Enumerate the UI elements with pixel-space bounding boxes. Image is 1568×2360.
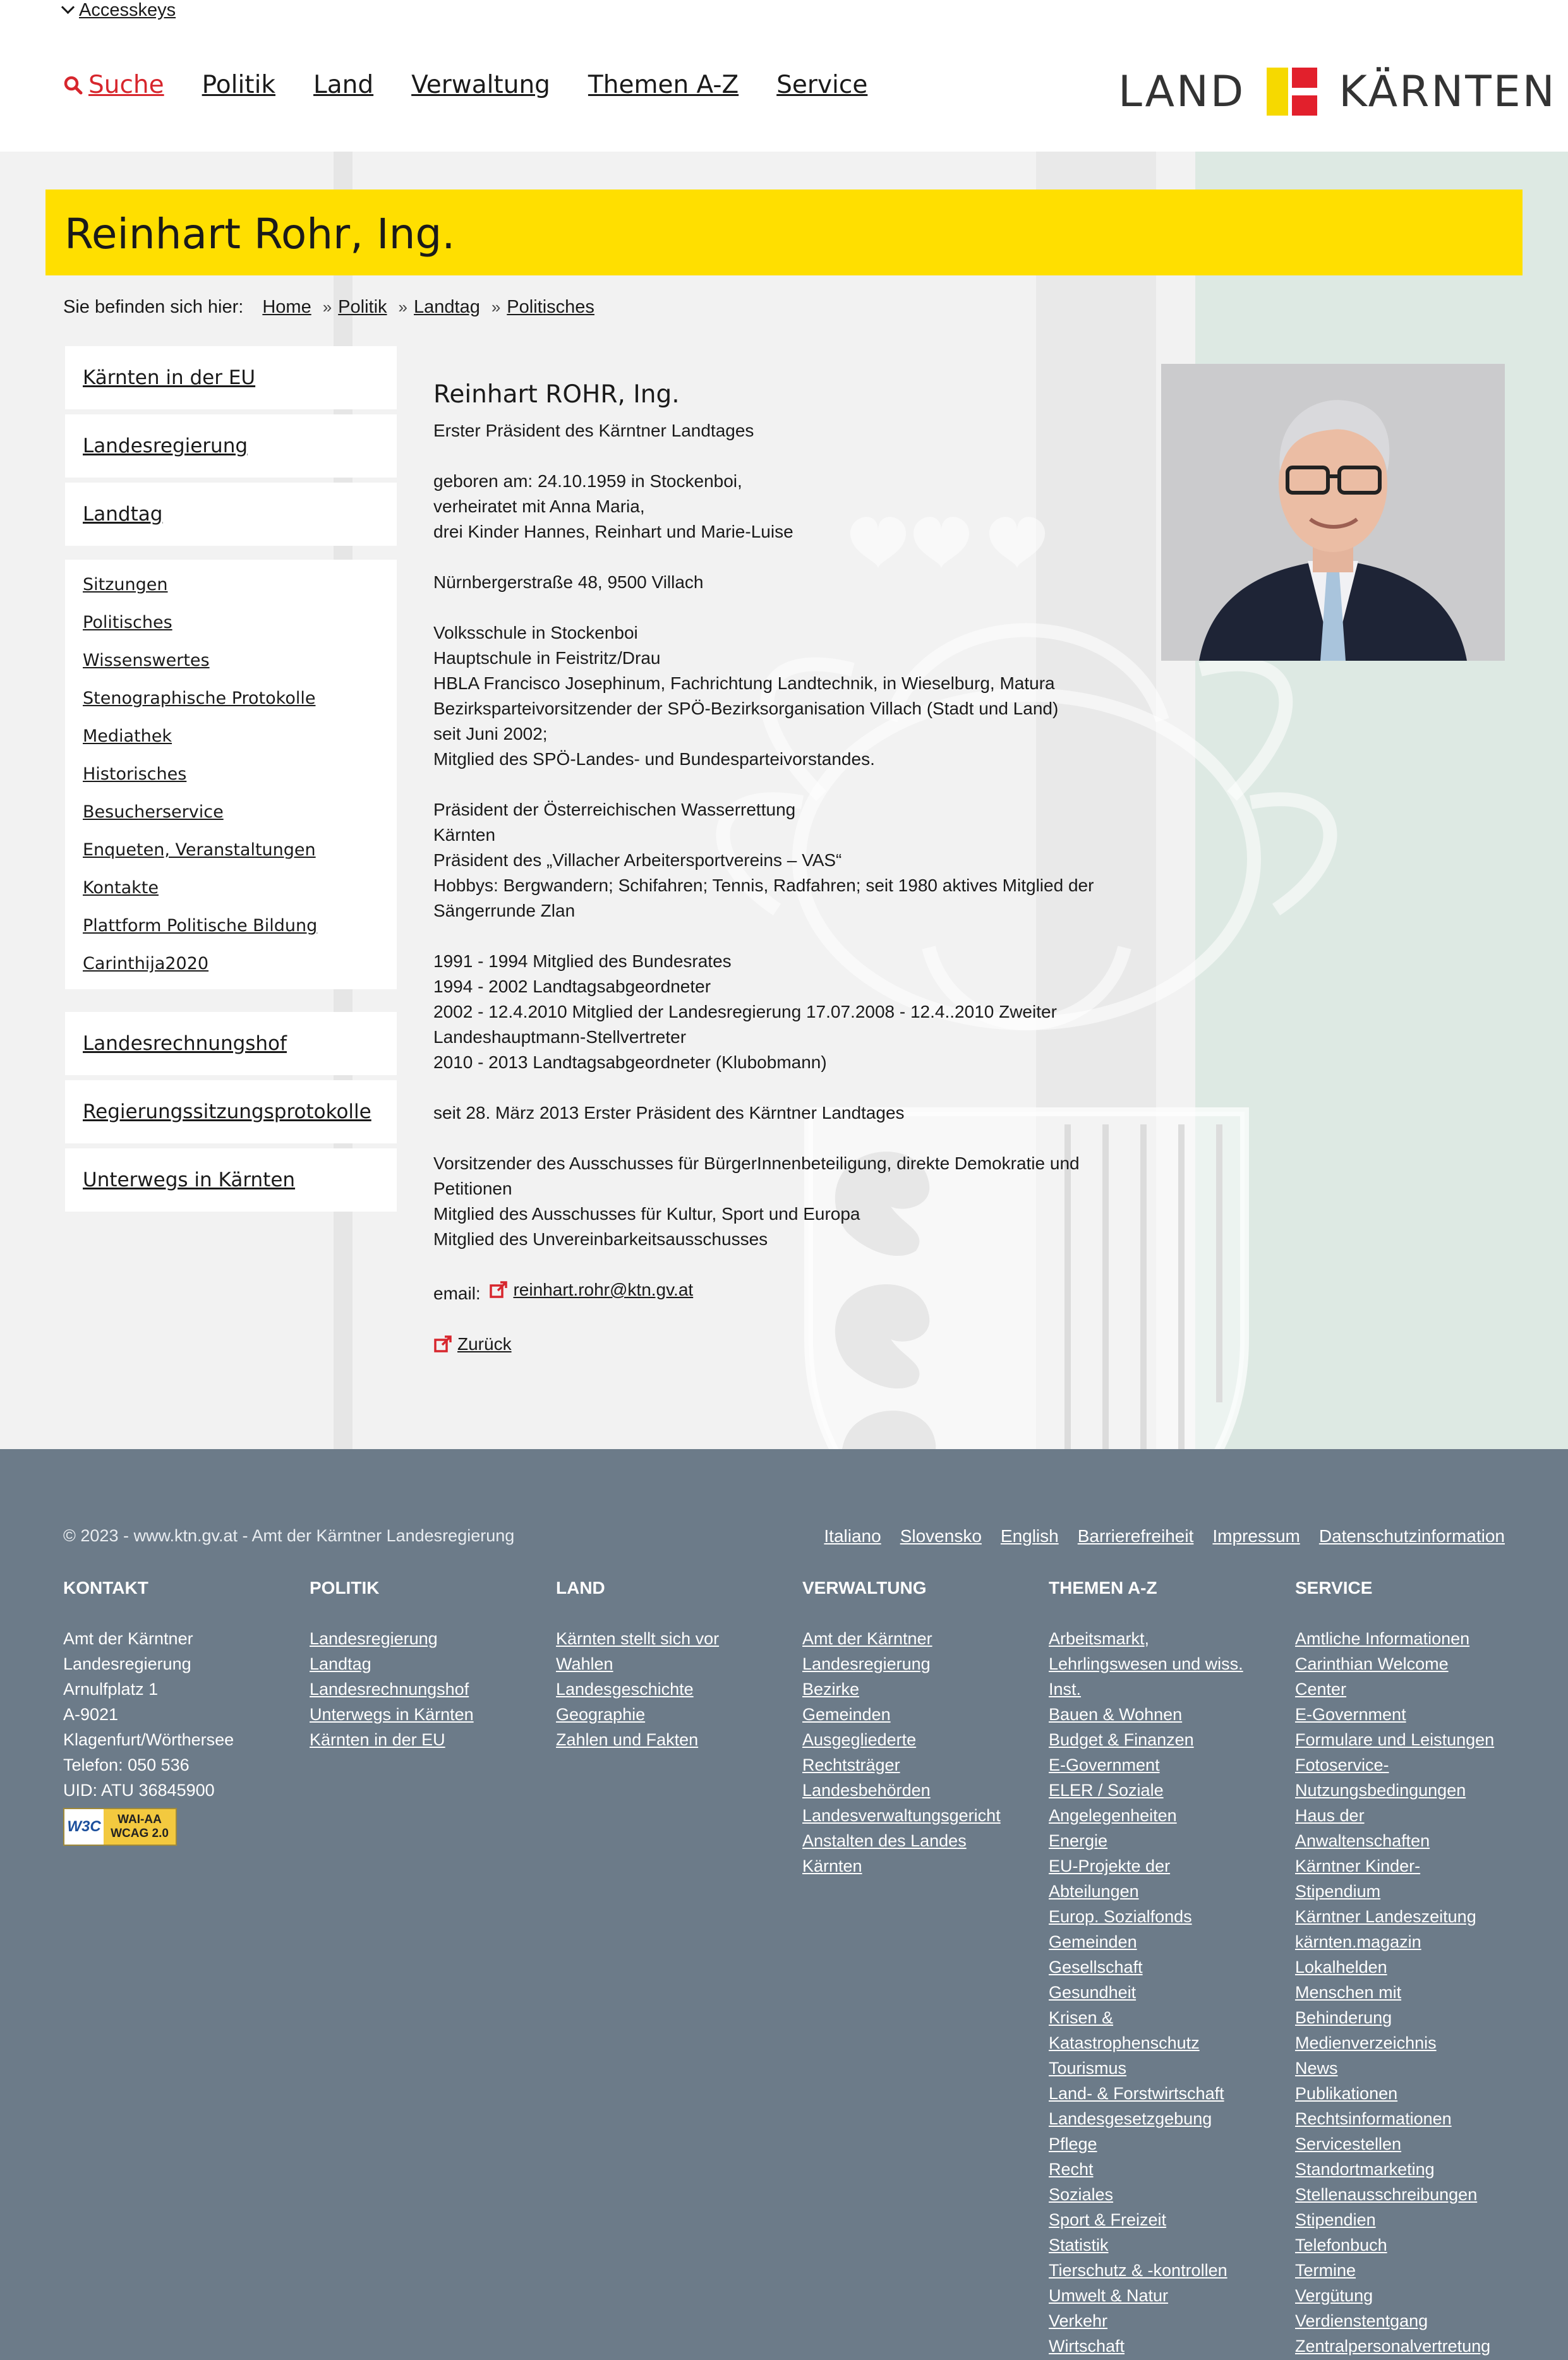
footer-link[interactable]: Tierschutz & -kontrollen [1049,2261,1227,2280]
footer-link[interactable]: Stipendium [1295,1882,1381,1901]
text-line: Kärnten [433,825,496,845]
footer-link[interactable]: Geographie [556,1705,646,1724]
footer-link[interactable]: Arbeitsmarkt, [1049,1629,1150,1648]
footer-link[interactable]: Soziales [1049,2185,1114,2204]
footer-link[interactable]: Landesverwaltungsgericht [802,1806,1001,1825]
footer-column-politik [310,1575,543,1752]
footer-text: A-9021 [63,1705,119,1724]
nav-search[interactable]: Suche [63,71,164,99]
footer-text: UID: ATU 36845900 [63,1781,215,1800]
footer-link[interactable]: Center [1295,1680,1347,1699]
footer-link[interactable]: Sport & Freizeit [1049,2210,1167,2229]
footer-link[interactable]: Bauen & Wohnen [1049,1705,1183,1724]
text-line: Präsident der Österreichischen Wasserrettung [433,800,796,819]
email-link[interactable]: reinhart.rohr@ktn.gv.at [513,1280,694,1299]
footer-link[interactable]: Rechtsträger [802,1755,900,1774]
footer-link[interactable]: Lehrlingswesen und wiss. [1049,1654,1243,1673]
footer-link[interactable]: Unterwegs in Kärnten [310,1705,474,1724]
nav-service[interactable]: Service [776,71,868,99]
text-line: 2010 - 2013 Landtagsabgeordneter (Klubobmann) [433,1052,827,1072]
footer-link[interactable]: Rechtsinformationen [1295,2109,1452,2128]
footer-heading: LAND [556,1578,605,1598]
footer-link[interactable]: Verdienstentgang [1295,2311,1428,2330]
sidebar-subitem-carinthija2020[interactable]: Carinthija2020 [83,954,209,973]
main-content [433,379,1128,1386]
education-info [433,620,1128,772]
footer-link[interactable]: Wahlen [556,1654,613,1673]
footer-link[interactable]: Landtag [310,1654,371,1673]
email-link-wrapper [485,1277,693,1303]
sidebar-submenu-landtag [65,560,397,989]
footer-link[interactable]: Landesbehörden [802,1781,931,1800]
committees-info [433,1151,1128,1252]
sidebar-item-landesregierung[interactable]: Landesregierung [65,414,397,478]
footer-heading: VERWALTUNG [802,1578,927,1598]
footer-heading: SERVICE [1295,1578,1373,1598]
footer-link[interactable]: Gesellschaft [1049,1958,1143,1977]
nav-verwaltung[interactable]: Verwaltung [411,71,550,99]
breadcrumb-home[interactable]: Home [262,297,311,317]
sidebar-subitem-politisches[interactable]: Politisches [83,613,172,632]
footer-link[interactable]: Energie [1049,1831,1108,1850]
sidebar-subitem-enqueten[interactable]: Enqueten, Veranstaltungen [83,840,316,860]
w3c-logo-icon: W3C [64,1809,104,1845]
footer-link[interactable]: Landesregierung [310,1629,438,1648]
footer-link[interactable]: Statistik [1049,2236,1109,2255]
footer-heading: POLITIK [310,1578,380,1598]
footer-link[interactable]: Inst. [1049,1680,1082,1699]
breadcrumb-landtag[interactable]: Landtag [414,297,480,317]
footer-link-impressum[interactable]: Impressum [1212,1526,1300,1546]
sidebar-item-kaernten-in-der-eu[interactable]: Kärnten in der EU [65,346,397,409]
footer-link[interactable]: E-Government [1295,1705,1406,1724]
footer-link[interactable]: Menschen mit [1295,1983,1402,2002]
footer-link[interactable]: Ausgegliederte [802,1730,917,1749]
footer-link[interactable]: Kärnten in der EU [310,1730,445,1749]
footer-link[interactable]: ELER / Soziale [1049,1781,1164,1800]
footer-link-italiano[interactable]: Italiano [824,1526,881,1546]
back-link-wrapper [433,1332,512,1357]
footer-link[interactable]: Telefonbuch [1295,2236,1387,2255]
footer-link[interactable]: EU-Projekte der [1049,1857,1171,1875]
footer-link[interactable]: kärnten.magazin [1295,1932,1421,1951]
footer-column-themen [1049,1575,1282,2359]
text-line: Mitglied des Ausschusses für Kultur, Sport und Europa [433,1204,860,1224]
footer-link[interactable]: Umwelt & Natur [1049,2286,1169,2305]
footer-text: Amt der Kärntner [63,1629,193,1648]
back-row [433,1332,1128,1361]
footer-link-barrierefreiheit[interactable]: Barrierefreiheit [1077,1526,1194,1546]
footer-column-service [1295,1575,1529,2359]
accesskeys-toggle[interactable]: Accesskeys [63,0,176,21]
person-portrait-icon [1161,364,1505,661]
breadcrumb-politik[interactable]: Politik [338,297,387,317]
sidebar-subitem-plattform-politische-bildung[interactable]: Plattform Politische Bildung [83,916,318,936]
footer-link[interactable]: Medienverzeichnis [1295,2033,1437,2052]
footer-link[interactable]: Haus der [1295,1806,1365,1825]
footer-link[interactable]: News [1295,2059,1338,2078]
functions-info [433,797,1128,924]
text-line: Sängerrunde Zlan [433,901,576,920]
footer-link[interactable]: Recht [1049,2160,1094,2179]
site-header [0,0,1568,152]
footer-link-slovensko[interactable]: Slovensko [900,1526,982,1546]
current-position: seit 28. März 2013 Erster Präsident des Kärntner Landtages [433,1103,905,1123]
footer-link[interactable]: Landesrechnungshof [310,1680,469,1699]
footer-link[interactable]: Gesundheit [1049,1983,1137,2002]
chevron-right-icon: » [398,298,407,316]
footer-link[interactable]: Kärnten [802,1857,862,1875]
site-logo[interactable] [1118,63,1557,120]
footer-link[interactable]: Kärntner Kinder- [1295,1857,1421,1875]
external-link-icon [433,1335,452,1354]
footer-link[interactable]: Pflege [1049,2134,1097,2153]
nav-politik[interactable]: Politik [202,71,276,99]
footer-links [805,1526,1505,1546]
person-role: Erster Präsident des Kärntner Landtages [433,421,754,440]
chevron-down-icon [61,1,75,14]
footer-link[interactable]: Formulare und Leistungen [1295,1730,1495,1749]
text-line: Landeshauptmann-Stellvertreter [433,1027,687,1047]
footer-link[interactable]: Landesregierung [802,1654,931,1673]
logo-text-kaernten: KÄRNTEN [1339,66,1557,117]
footer-text: Telefon: 050 536 [63,1755,190,1774]
breadcrumb [63,297,606,318]
footer-link-english[interactable]: English [1000,1526,1059,1546]
footer-link[interactable]: Behinderung [1295,2008,1392,2027]
footer-link[interactable]: Bezirke [802,1680,860,1699]
sidebar-subitem-historisches[interactable]: Historisches [83,764,187,784]
footer-link[interactable]: Angelegenheiten [1049,1806,1177,1825]
footer-link[interactable]: Fotoservice- [1295,1755,1389,1774]
sidebar-subitem-wissenswertes[interactable]: Wissenswertes [83,651,210,670]
chevron-right-icon: » [491,298,501,316]
footer-link[interactable]: Budget & Finanzen [1049,1730,1194,1749]
sidebar-subitem-stenographische-protokolle[interactable]: Stenographische Protokolle [83,689,316,708]
text-line: 1994 - 2002 Landtagsabgeordneter [433,977,711,996]
text-line: Petitionen [433,1179,512,1198]
text-line: 2002 - 12.4.2010 Mitglied der Landesregierung 17.07.2008 - 12.4..2010 Zweiter [433,1002,1057,1021]
logo-mark-icon [1267,68,1317,116]
sidebar-item-landesrechnungshof[interactable]: Landesrechnungshof [65,1012,397,1075]
sidebar-subitem-kontakte[interactable]: Kontakte [83,878,159,898]
footer-link[interactable]: Carinthian Welcome [1295,1654,1449,1673]
career-info [433,949,1128,1075]
footer-link[interactable]: Katastrophenschutz [1049,2033,1200,2052]
breadcrumb-label: Sie befinden sich hier: [63,297,244,317]
search-icon [63,75,83,95]
page-title: Reinhart Rohr, Ing. [64,210,455,258]
footer-link[interactable]: Amt der Kärntner [802,1629,932,1648]
footer-column-kontakt [63,1575,297,1846]
text-line: Volksschule in Stockenboi [433,623,638,642]
sidebar-subitem-besucherservice[interactable]: Besucherservice [83,802,224,822]
back-link[interactable]: Zurück [457,1334,512,1354]
text-line: drei Kinder Hannes, Reinhart und Marie-Luise [433,522,793,541]
text-line: Vorsitzender des Ausschusses für BürgerInnenbeteiligung, direkte Demokratie und [433,1153,1080,1173]
main-navigation [63,71,905,99]
text-line: HBLA Francisco Josephinum, Fachrichtung Landtechnik, in Wieselburg, Matura [433,673,1055,693]
footer-heading: KONTAKT [63,1578,148,1598]
footer-link[interactable]: Kärnten stellt sich vor [556,1629,720,1648]
footer-link[interactable]: Lokalhelden [1295,1958,1387,1977]
footer-heading: THEMEN A-Z [1049,1578,1157,1598]
footer-link[interactable]: Krisen & [1049,2008,1114,2027]
text-line: Hauptschule in Feistritz/Drau [433,648,661,668]
text-line: Bezirksparteivorsitzender der SPÖ-Bezirksorganisation Villach (Stadt und Land) [433,699,1059,718]
portrait-photo [1161,364,1505,661]
copyright: © 2023 - www.ktn.gv.at - Amt der Kärntner Landesregierung [63,1526,515,1545]
text-line: Mitglied des Unvereinbarkeitsausschusses [433,1229,768,1249]
text-line: Mitglied des SPÖ-Landes- und Bundesparteivorstandes. [433,749,875,769]
footer-link-datenschutz[interactable]: Datenschutzinformation [1318,1526,1505,1546]
footer-link[interactable]: Anwaltenschaften [1295,1831,1430,1850]
footer-link[interactable]: Stipendien [1295,2210,1376,2229]
footer-link[interactable]: Land- & Forstwirtschaft [1049,2084,1224,2103]
breadcrumb-politisches[interactable]: Politisches [507,297,594,317]
footer-link[interactable]: Kärntner Landeszeitung [1295,1907,1476,1926]
footer-text: Landesregierung [63,1654,191,1673]
footer-link[interactable]: Nutzungsbedingungen [1295,1781,1466,1800]
footer-link[interactable]: Gemeinden [1049,1932,1137,1951]
footer-column-verwaltung [802,1575,1036,1879]
wcag-badge[interactable] [63,1808,177,1846]
footer-link[interactable]: Gemeinden [802,1705,891,1724]
footer-link[interactable]: Termine [1295,2261,1356,2280]
footer-link[interactable]: Abteilungen [1049,1882,1139,1901]
logo-text-land: LAND [1118,66,1246,117]
nav-themen-a-z[interactable]: Themen A-Z [588,71,739,99]
sidebar-item-landtag[interactable]: Landtag [65,483,397,546]
external-link-icon [489,1280,508,1299]
footer-text: Klagenfurt/Wörthersee [63,1730,234,1749]
sidebar-navigation [65,346,397,1217]
footer-link[interactable]: Tourismus [1049,2059,1127,2078]
footer-link[interactable]: Publikationen [1295,2084,1398,2103]
footer-link[interactable]: Stellenausschreibungen [1295,2185,1478,2204]
footer-link[interactable]: Verkehr [1049,2311,1108,2330]
sidebar-subitem-sitzungen[interactable]: Sitzungen [83,575,168,594]
text-line: seit Juni 2002; [433,724,548,744]
footer-link[interactable]: Wirtschaft [1049,2337,1125,2356]
footer-link[interactable]: Landesgesetzgebung [1049,2109,1212,2128]
nav-land[interactable]: Land [313,71,374,99]
footer-link[interactable]: Anstalten des Landes [802,1831,967,1850]
chevron-right-icon: » [322,298,332,316]
person-heading: Reinhart ROHR, Ing. [433,380,680,409]
site-footer [0,1449,1568,2360]
text-line: verheiratet mit Anna Maria, [433,497,645,516]
email-label: email: [433,1284,481,1303]
footer-link[interactable]: Servicestellen [1295,2134,1402,2153]
footer-link[interactable]: Landesgeschichte [556,1680,694,1699]
address: Nürnbergerstraße 48, 9500 Villach [433,572,704,592]
sidebar-item-unterwegs-in-kaernten[interactable]: Unterwegs in Kärnten [65,1148,397,1212]
text-line: 1991 - 1994 Mitglied des Bundesrates [433,951,732,971]
footer-text: Arnulfplatz 1 [63,1680,159,1699]
sidebar-item-regierungssitzungsprotokolle[interactable]: Regierungssitzungsprotokolle [65,1080,397,1143]
footer-link[interactable]: Europ. Sozialfonds [1049,1907,1192,1926]
wai-label: WAI-AA WCAG 2.0 [104,1809,176,1845]
footer-link[interactable]: Zentralpersonalvertretung [1295,2337,1491,2356]
page-title-bar [45,190,1523,275]
footer-column-land [556,1575,790,1752]
sidebar-subitem-mediathek[interactable]: Mediathek [83,726,172,746]
email-row [433,1277,1128,1306]
footer-link[interactable]: E-Government [1049,1755,1160,1774]
text-line: Präsident des „Villacher Arbeitersportvereins – VAS“ [433,850,842,870]
footer-link[interactable]: Vergütung [1295,2286,1373,2305]
personal-info [433,469,1128,545]
footer-link[interactable]: Amtliche Informationen [1295,1629,1470,1648]
footer-link[interactable]: Zahlen und Fakten [556,1730,699,1749]
footer-link[interactable]: Standortmarketing [1295,2160,1435,2179]
text-line: geboren am: 24.10.1959 in Stockenboi, [433,471,742,491]
text-line: Hobbys: Bergwandern; Schifahren; Tennis, Radfahren; seit 1980 aktives Mitglied der [433,876,1094,895]
